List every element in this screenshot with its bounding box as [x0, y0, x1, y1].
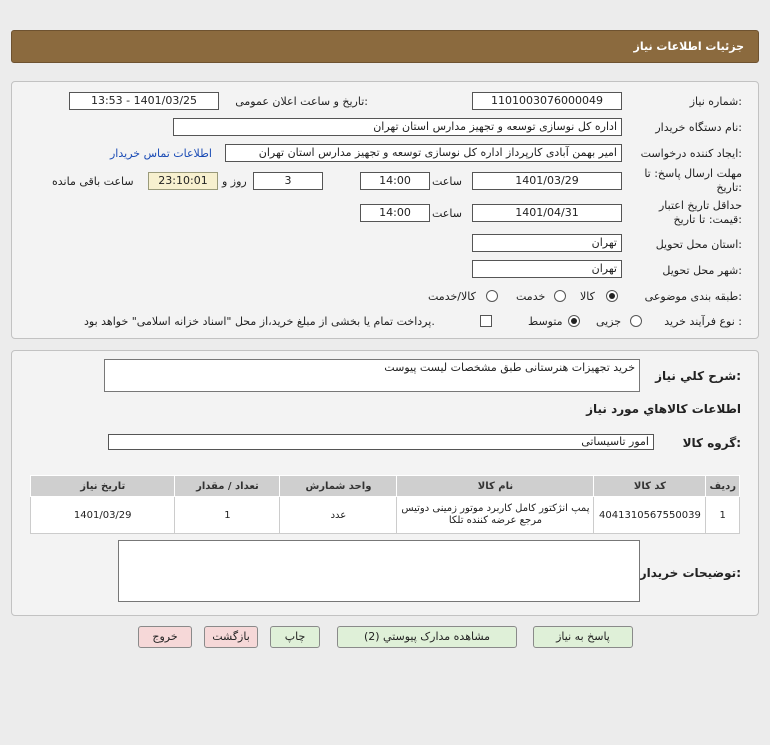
- remaining-label: ساعت باقی مانده: [52, 175, 134, 188]
- need-number-label: شماره نیاز:: [689, 95, 742, 108]
- cell-date: 1401/03/29: [31, 497, 175, 534]
- remaining-time-field: 23:10:01: [148, 172, 218, 190]
- payment-note: پرداخت تمام یا بخشی از مبلغ خرید،از محل "اسناد خزانه اسلامی" خواهد بود.: [84, 315, 435, 328]
- validity-date-field: 1401/04/31: [472, 204, 622, 222]
- treasury-payment-checkbox[interactable]: [480, 315, 492, 327]
- category-radio-goods-service[interactable]: [486, 290, 498, 302]
- announce-label: تاریخ و ساعت اعلان عمومی:: [235, 95, 368, 108]
- category-radio-service[interactable]: [554, 290, 566, 302]
- category-option-goods: کالا: [580, 290, 595, 303]
- deadline-time-field: 14:00: [360, 172, 430, 190]
- deadline-date-field: 1401/03/29: [472, 172, 622, 190]
- category-label: طبقه بندی موضوعی:: [644, 290, 742, 303]
- process-radio-minor[interactable]: [630, 315, 642, 327]
- cell-row: 1: [706, 497, 740, 534]
- items-table-header: [31, 476, 740, 497]
- group-field: امور تاسیساتی: [108, 434, 654, 450]
- process-option-medium: متوسط: [528, 315, 563, 328]
- items-table: [30, 475, 740, 534]
- page-header: [11, 30, 759, 63]
- col-qty: تعداد / مقدار: [175, 476, 280, 497]
- days-label: روز و: [222, 175, 247, 188]
- exit-button[interactable]: خروج: [138, 626, 192, 648]
- group-label: گروه کالا:: [682, 436, 741, 450]
- cell-code: 4041310567550039: [594, 497, 706, 534]
- buyer-org-label: نام دستگاه خریدار:: [655, 121, 742, 134]
- buyer-notes-field: [118, 540, 640, 602]
- province-field: تهران: [472, 234, 622, 252]
- buyer-org-field: اداره کل نوسازی توسعه و تجهیز مدارس استان تهران: [173, 118, 622, 136]
- items-title: اطلاعات کالاهاي مورد نياز: [586, 402, 741, 416]
- city-field: تهران: [472, 260, 622, 278]
- process-label: نوع فرآیند خرید :: [664, 315, 742, 328]
- creator-label: ایجاد کننده درخواست:: [640, 147, 742, 160]
- validity-time-label: ساعت: [432, 207, 462, 220]
- page-title: جزئیات اطلاعات نیاز: [633, 40, 744, 53]
- back-button[interactable]: بازگشت: [204, 626, 258, 648]
- print-button[interactable]: چاپ: [270, 626, 320, 648]
- deadline-time-label: ساعت: [432, 175, 462, 188]
- col-date: تاریخ نیاز: [31, 476, 175, 497]
- table-row: [31, 497, 740, 534]
- reply-button[interactable]: پاسخ به نیاز: [533, 626, 633, 648]
- province-label: استان محل تحویل:: [655, 238, 742, 251]
- process-radio-medium[interactable]: [568, 315, 580, 327]
- cell-unit: عدد: [280, 497, 397, 534]
- category-option-service: خدمت: [516, 290, 546, 303]
- creator-field: امیر بهمن آبادی کارپرداز اداره کل نوسازی توسعه و تجهیز مدارس استان تهران: [225, 144, 622, 162]
- view-docs-button[interactable]: مشاهده مدارک پیوستي (2): [337, 626, 517, 648]
- city-label: شهر محل تحویل:: [662, 264, 742, 277]
- validity-label: حداقل تاریخ اعتبار قیمت: تا تاریخ:: [658, 199, 742, 226]
- need-number-field: 1101003076000049: [472, 92, 622, 110]
- deadline-label: مهلت ارسال پاسخ: تا تاریخ:: [644, 167, 742, 194]
- cell-qty: 1: [175, 497, 280, 534]
- announce-field: 1401/03/25 - 13:53: [69, 92, 219, 110]
- days-field: 3: [253, 172, 323, 190]
- validity-time-field: 14:00: [360, 204, 430, 222]
- summary-label: شرح کلي نياز:: [655, 369, 741, 383]
- col-name: نام کالا: [397, 476, 594, 497]
- summary-field: خرید تجهیزات هنرستانی طبق مشخصات لیست پیوست: [104, 359, 640, 392]
- col-row: ردیف: [706, 476, 740, 497]
- contact-buyer-link[interactable]: اطلاعات تماس خریدار: [110, 147, 212, 160]
- category-option-goods-service: کالا/خدمت: [428, 290, 476, 303]
- category-radio-goods[interactable]: [606, 290, 618, 302]
- buyer-notes-label: توضیحات خریدار:: [639, 566, 741, 580]
- col-unit: واحد شمارش: [280, 476, 397, 497]
- process-option-minor: جزیی: [596, 315, 622, 328]
- col-code: کد کالا: [594, 476, 706, 497]
- cell-name: پمپ انژکتور کامل کاربرد موتور زمینی دوتیس مرجع عرضه کننده تلکا: [397, 497, 594, 534]
